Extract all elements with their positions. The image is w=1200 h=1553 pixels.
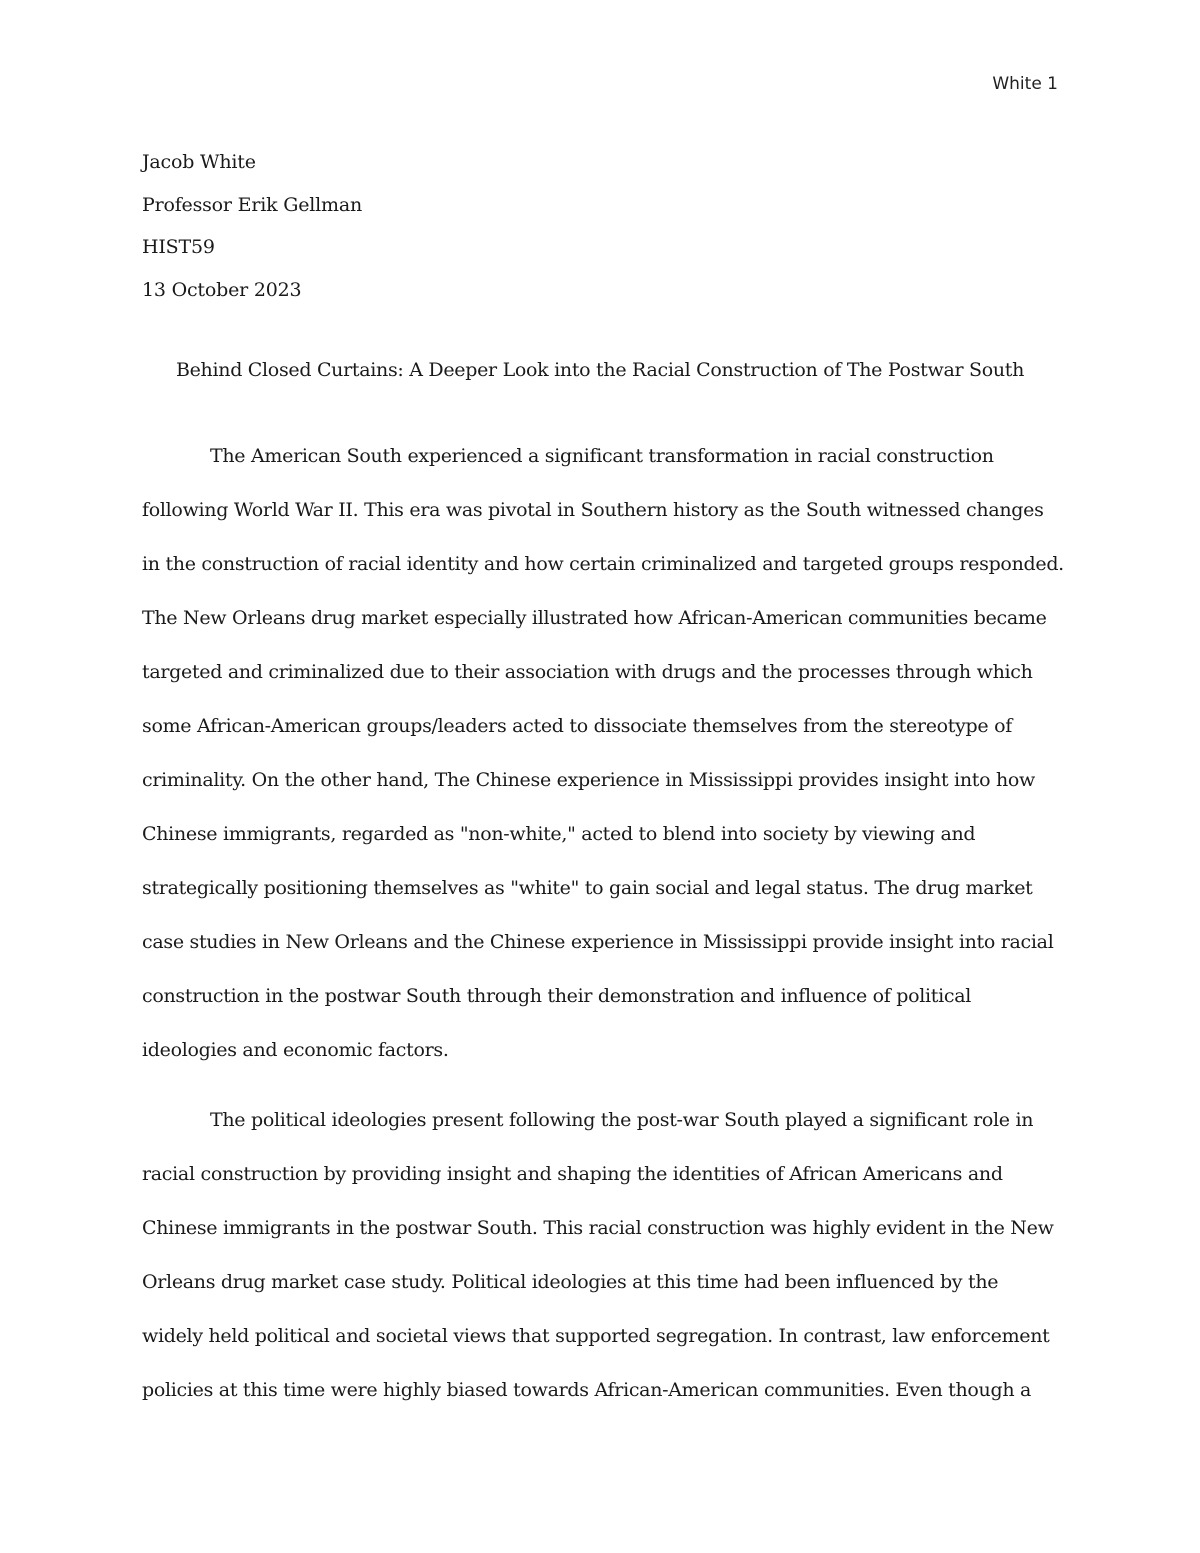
paragraph-line: policies at this time were highly biased towards African-American communities. Even though a [142,1379,1032,1401]
paragraph-line: strategically positioning themselves as "white" to gain social and legal status. The drug market [142,877,1033,899]
paragraph-line: widely held political and societal views that supported segregation. In contrast, law enforcement [142,1325,1050,1347]
paper-date: 13 October 2023 [142,278,302,301]
author-name: Jacob White [142,151,256,173]
paragraph-line: targeted and criminalized due to their association with drugs and the processes through which [142,661,1033,683]
body-paragraph [142,429,1062,1077]
paragraph-line: construction in the postwar South through their demonstration and influence of political [142,985,972,1007]
paragraph-line: ideologies and economic factors. [142,1039,449,1061]
paper-title: Behind Closed Curtains: A Deeper Look into the Racial Construction of The Postwar South [175,359,1025,381]
course-code: HIST59 [142,236,215,259]
paragraph-line: Orleans drug market case study. Political ideologies at this time had been influenced by the [142,1271,999,1293]
paragraph-line: criminality. On the other hand, The Chinese experience in Mississippi provides insight into how [142,769,1036,791]
mla-heading [142,141,1062,311]
paragraph-line: Chinese immigrants in the postwar South. This racial construction was highly evident in the New [142,1217,1054,1239]
professor-name: Professor Erik Gellman [142,193,362,216]
body-paragraph [142,1093,1062,1417]
paragraph-line: following World War II. This era was pivotal in Southern history as the South witnessed changes [142,499,1044,521]
paragraph-line: The New Orleans drug market especially illustrated how African-American communities became [142,607,1047,629]
paragraph-line: in the construction of racial identity and how certain criminalized and targeted groups responded. [142,553,1064,575]
paragraph-line: The political ideologies present following the post-war South played a significant role in [210,1109,1034,1131]
paragraph-line: Chinese immigrants, regarded as "non-white," acted to blend into society by viewing and [142,823,976,845]
paragraph-line: racial construction by providing insight and shaping the identities of African Americans and [142,1163,1003,1185]
paragraph-line: The American South experienced a significant transformation in racial construction [210,445,994,467]
paragraph-line: some African-American groups/leaders acted to dissociate themselves from the stereotype of [142,715,1012,737]
paragraph-line: case studies in New Orleans and the Chinese experience in Mississippi provide insight into racial [142,931,1054,953]
running-head: White 1 [992,74,1058,94]
